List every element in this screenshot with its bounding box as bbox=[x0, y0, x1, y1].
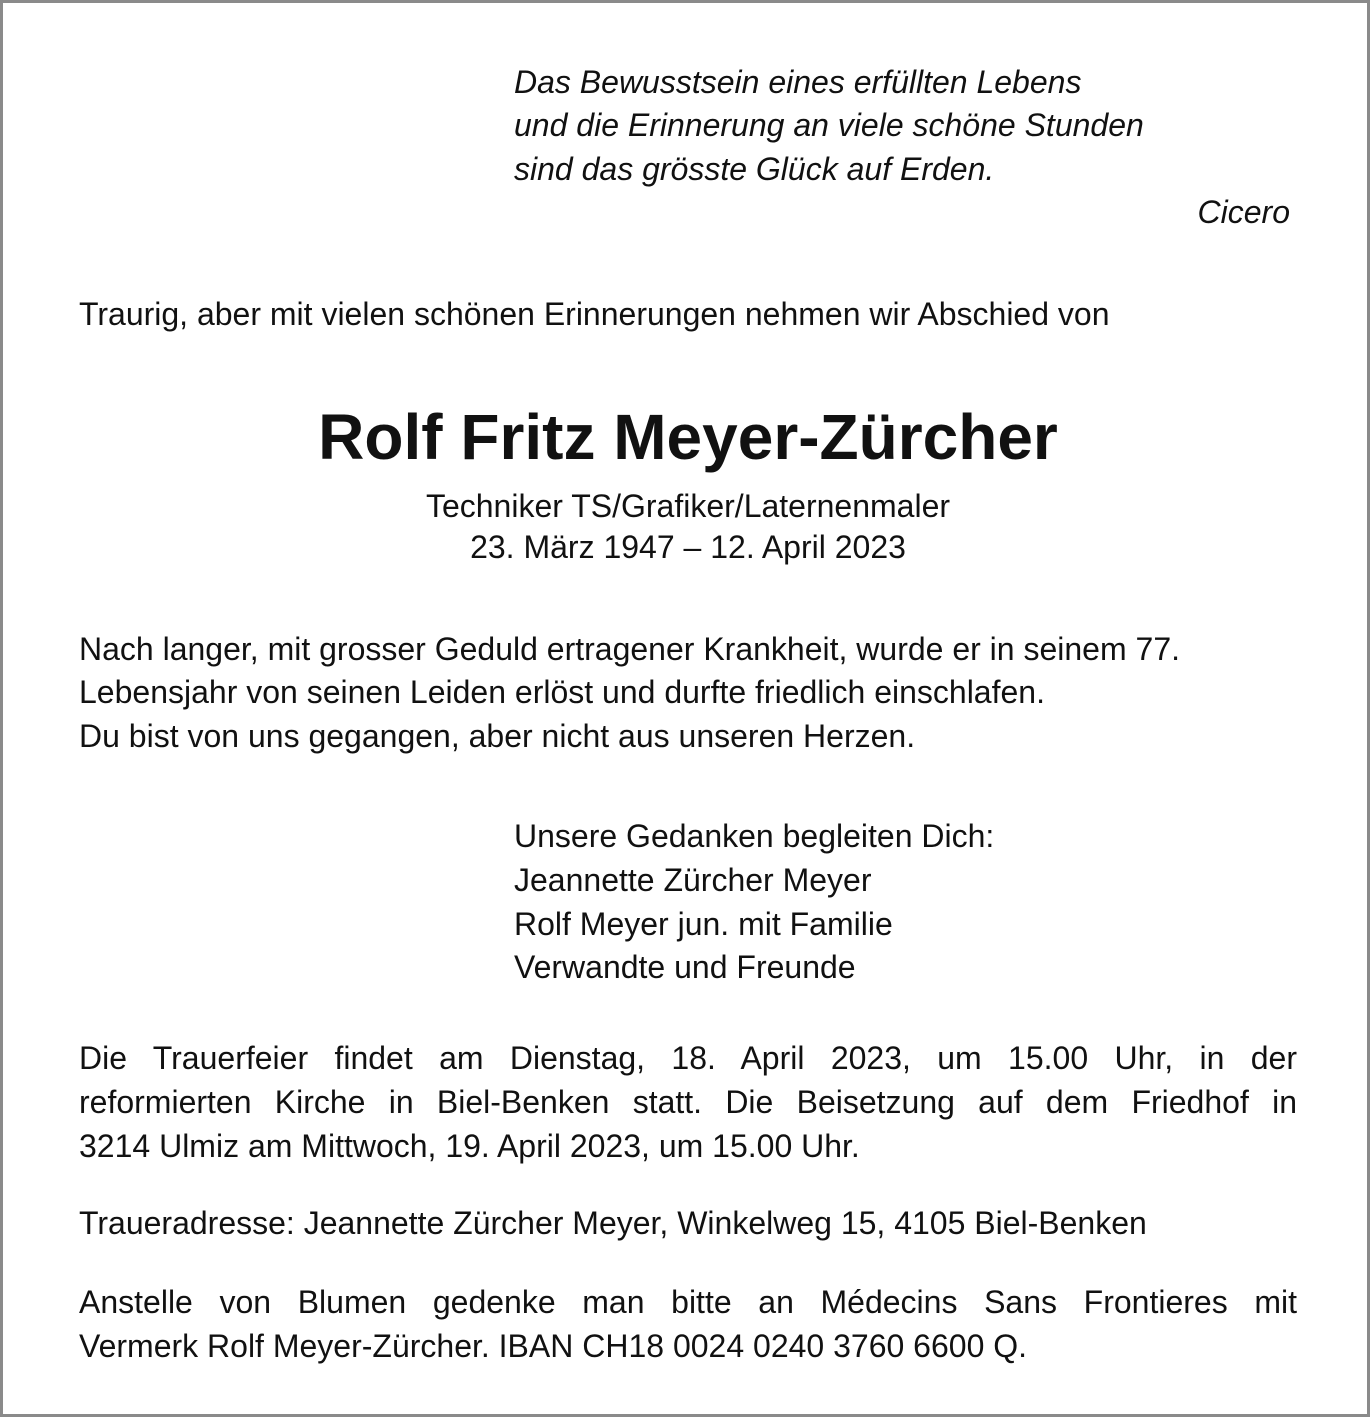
ceremony-paragraph bbox=[79, 1036, 1297, 1168]
ceremony-line: Die Trauerfeier findet am Dienstag, 18. April 2023, um 15.00 Uhr, in der bbox=[79, 1040, 1297, 1076]
donation-line: Anstelle von Blumen gedenke man bitte an Médecins Sans Frontieres mit bbox=[79, 1284, 1297, 1320]
donation-line: Vermerk Rolf Meyer-Zürcher. IBAN CH18 0024 0240 3760 6600 Q. bbox=[79, 1328, 1028, 1364]
message-line: Du bist von uns gegangen, aber nicht aus unseren Herzen. bbox=[79, 718, 916, 754]
message-line: Lebensjahr von seinen Leiden erlöst und durfte friedlich einschlafen. bbox=[79, 674, 1045, 710]
mourner-name: Jeannette Zürcher Meyer bbox=[514, 862, 872, 898]
message-line: Nach langer, mit grosser Geduld ertragener Krankheit, wurde er in seinem 77. bbox=[79, 631, 1180, 667]
deceased-dates: 23. März 1947 – 12. April 2023 bbox=[470, 529, 906, 565]
quote-author: Cicero bbox=[1197, 194, 1290, 230]
mourners-heading: Unsere Gedanken begleiten Dich: bbox=[514, 818, 995, 854]
quote-line: und die Erinnerung an viele schöne Stunden bbox=[514, 107, 1144, 143]
donation-paragraph bbox=[79, 1280, 1297, 1368]
mourning-address: Traueradresse: Jeannette Zürcher Meyer, Winkelweg 15, 4105 Biel-Benken bbox=[79, 1205, 1147, 1241]
quote-line: sind das grösste Glück auf Erden. bbox=[514, 151, 995, 187]
ceremony-line: reformierten Kirche in Biel-Benken statt. Die Beisetzung auf dem Friedhof in bbox=[79, 1084, 1297, 1120]
mourner-name: Verwandte und Freunde bbox=[514, 949, 856, 985]
ceremony-line: 3214 Ulmiz am Mittwoch, 19. April 2023, um 15.00 Uhr. bbox=[79, 1128, 860, 1164]
intro-text: Traurig, aber mit vielen schönen Erinnerungen nehmen wir Abschied von bbox=[79, 296, 1110, 332]
deceased-name: Rolf Fritz Meyer-Zürcher bbox=[318, 401, 1058, 473]
deceased-profession: Techniker TS/Grafiker/Laternenmaler bbox=[425, 488, 951, 524]
mourner-name: Rolf Meyer jun. mit Familie bbox=[514, 906, 893, 942]
quote-line: Das Bewusstsein eines erfüllten Lebens bbox=[514, 64, 1082, 100]
